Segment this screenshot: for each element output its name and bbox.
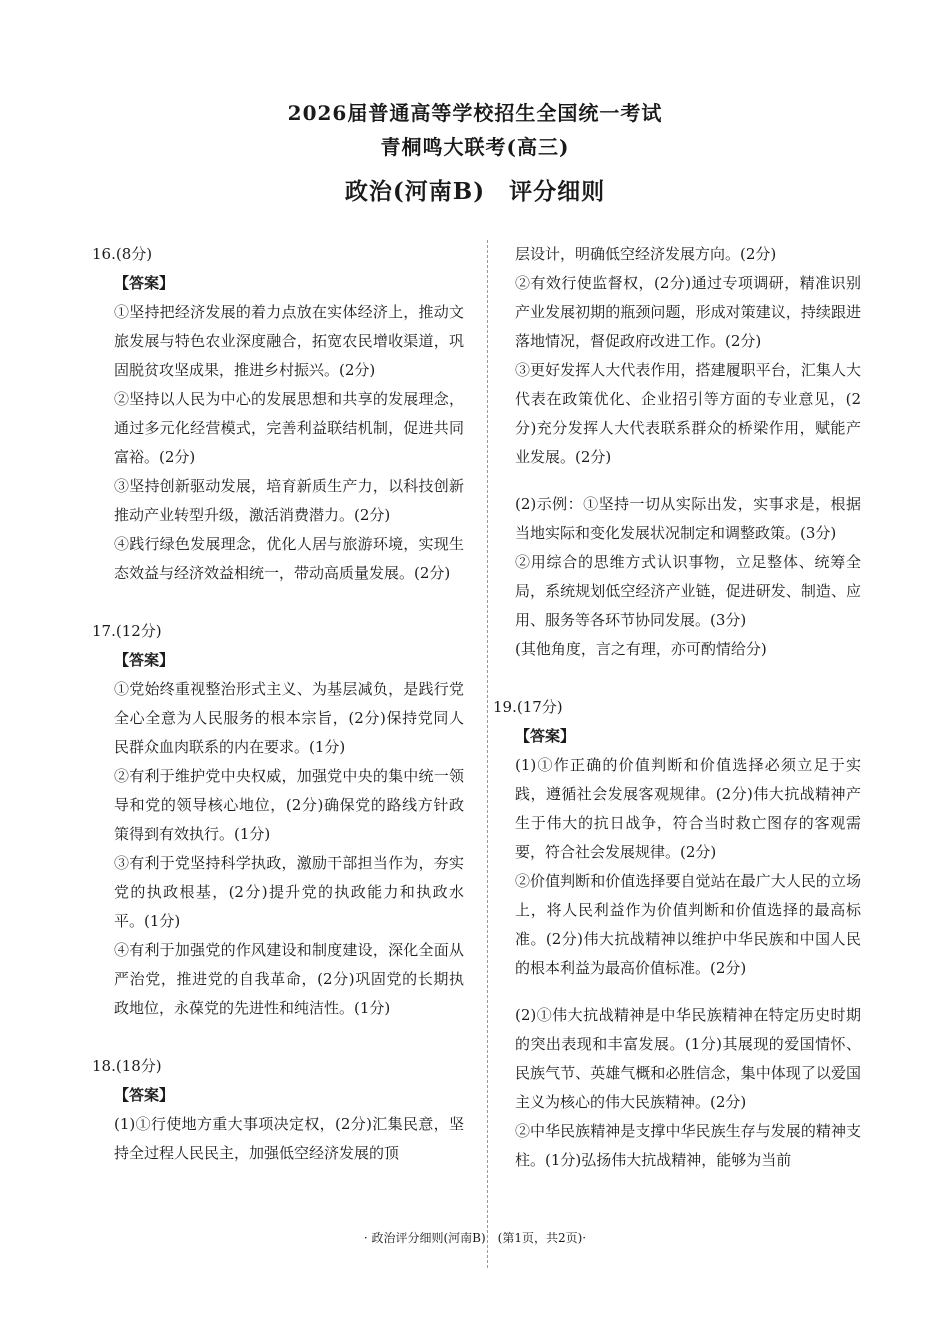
answer-paragraph: ①党始终重视整治形式主义、为基层减负，是践行党全心全意为人民服务的根本宗旨，(2分)保持党同人民群众血肉联系的内在要求。(1分) (114, 680, 464, 756)
answer-paragraph: ②坚持以人民为中心的发展思想和共享的发展理念，通过多元化经营模式，完善利益联结机制，促进共同富裕。(2分) (114, 390, 464, 466)
answer-label: 【答案】 (515, 727, 576, 745)
answer-label: 【答案】 (114, 274, 175, 292)
exam-title: 2026届普通高等学校招生全国统一考试 (287, 101, 663, 125)
answer-paragraph: (1)①作正确的价值判断和价值选择必须立足于实践，遵循社会发展客观规律。(2分)伟大抗战精神产生于伟大的抗日战争，符合当时救亡图存的客观需要，符合社会发展规律。(2分) (515, 756, 861, 861)
answer-paragraph: ②价值判断和价值选择要自觉站在最广大人民的立场上，将人民利益作为价值判断和价值选择的最高标准。(2分)伟大抗战精神以维护中华民族和中国人民的根本利益为最高价值标准。(2分) (515, 872, 861, 977)
answer-paragraph: 层设计，明确低空经济发展方向。(2分) (515, 245, 777, 263)
answer-paragraph: ④践行绿色发展理念，优化人居与旅游环境，实现生态效益与经济效益相统一，带动高质量发展。(2分) (114, 535, 464, 582)
answer-label: 【答案】 (114, 651, 175, 669)
answer-paragraph: ③有利于党坚持科学执政，激励干部担当作为，夯实党的执政根基，(2分)提升党的执政能力和执政水平。(1分) (114, 854, 464, 930)
document-header (0, 96, 950, 214)
question-19-title: 19.(17分) (493, 698, 563, 716)
answer-paragraph: ③坚持创新驱动发展，培育新质生产力，以科技创新推动产业转型升级，激活消费潜力。(2分) (114, 477, 464, 524)
question-16-title: 16.(8分) (92, 245, 153, 263)
exam-subtitle: 青桐鸣大联考(高三) (380, 135, 570, 159)
scoring-note: (其他角度，言之有理，亦可酌情给分) (515, 640, 767, 658)
left-column (92, 240, 464, 1168)
answer-paragraph: ③更好发挥人大代表作用，搭建履职平台，汇集人大代表在政策优化、企业招引等方面的专业意见，(2分)充分发挥人大代表联系群众的桥梁作用，赋能产业发展。(2分) (515, 361, 861, 466)
right-column (493, 240, 861, 1175)
column-divider (487, 240, 488, 1268)
page-title: 政治(河南B) 评分细则 (344, 178, 606, 205)
answer-paragraph: (2)示例：①坚持一切从实际出发，实事求是，根据当地实际和变化发展状况制定和调整政策。(3分) (515, 495, 861, 542)
answer-paragraph: ①坚持把经济发展的着力点放在实体经济上，推动文旅发展与特色农业深度融合，拓宽农民增收渠道，巩固脱贫攻坚成果，推进乡村振兴。(2分) (114, 303, 464, 379)
answer-paragraph: ②用综合的思维方式认识事物，立足整体、统筹全局，系统规划低空经济产业链，促进研发、制造、应用、服务等各环节协同发展。(3分) (515, 553, 861, 629)
question-17-title: 17.(12分) (92, 622, 162, 640)
answer-label: 【答案】 (114, 1086, 175, 1104)
answer-paragraph: (2)①伟大抗战精神是中华民族精神在特定历史时期的突出表现和丰富发展。(1分)其展现的爱国情怀、民族气节、英雄气概和必胜信念，集中体现了以爱国主义为核心的伟大民族精神。(2分) (515, 1006, 861, 1111)
answer-paragraph: ②中华民族精神是支撑中华民族生存与发展的精神支柱。(1分)弘扬伟大抗战精神，能够为当前 (515, 1122, 861, 1169)
page-footer: · 政治评分细则(河南B) (第1页，共2页)· (363, 1231, 587, 1245)
answer-paragraph: (1)①行使地方重大事项决定权，(2分)汇集民意，坚持全过程人民民主，加强低空经济发展的顶 (114, 1115, 464, 1162)
question-18-title: 18.(18分) (92, 1057, 162, 1075)
answer-paragraph: ②有利于维护党中央权威，加强党中央的集中统一领导和党的领导核心地位，(2分)确保党的路线方针政策得到有效执行。(1分) (114, 767, 464, 843)
answer-paragraph: ②有效行使监督权，(2分)通过专项调研，精准识别产业发展初期的瓶颈问题，形成对策建议，持续跟进落地情况，督促政府改进工作。(2分) (515, 274, 861, 350)
answer-paragraph: ④有利于加强党的作风建设和制度建设，深化全面从严治党，推进党的自我革命，(2分)巩固党的长期执政地位，永葆党的先进性和纯洁性。(1分) (114, 941, 464, 1017)
